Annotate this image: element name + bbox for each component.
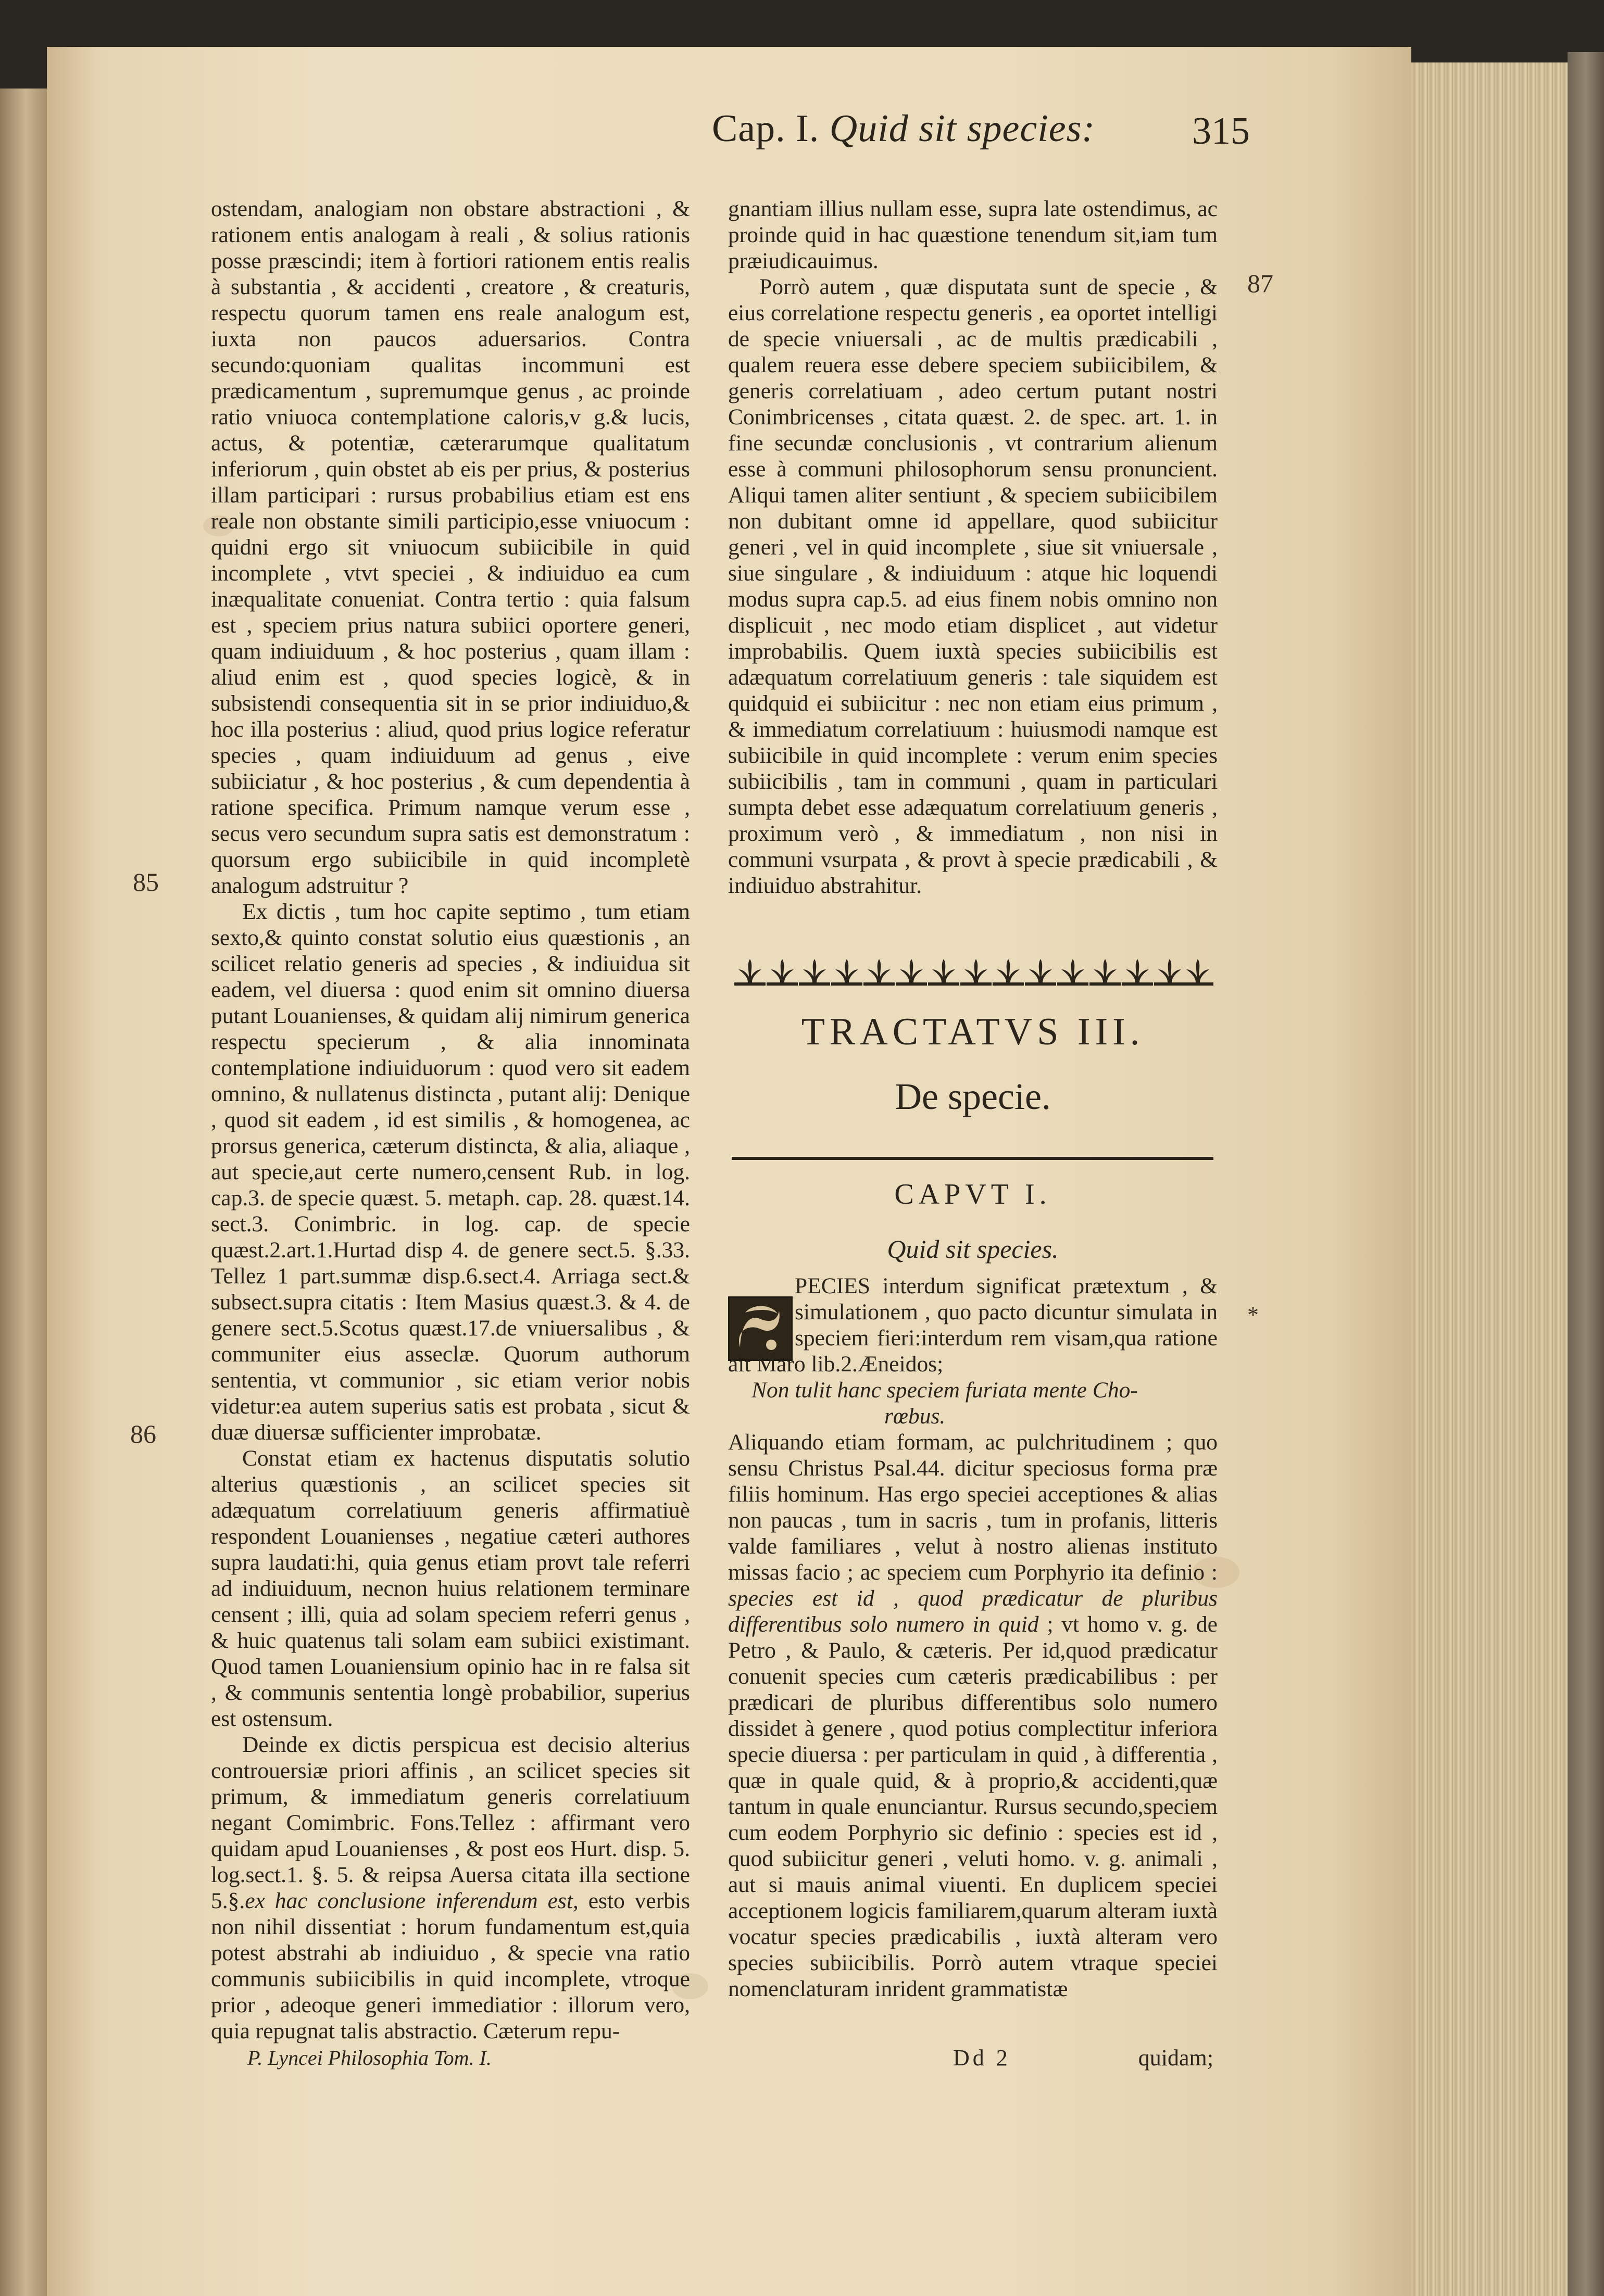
margin-asterisk: *: [1247, 1302, 1259, 1328]
right-text-column-upper: [728, 196, 1218, 899]
paragraph: Constat etiam ex hactenus disputatis solutio alterius quæstionis , an scilicet species sit adæquatum correlatiuum generis affirmatiuè respondent Louanienses , negatiue cæteri authores supra laudati:hi, quia genus etiam provt tale referri ad indiuiduum, necnon huius relationem terminare censent ; illi, quia ad solam speciem referri genus , & huic quatenus tali solam eam subiici existimant. Quod tamen Louaniensium opinio hac in re falsa sit , & communis sententia longè probabilior, superius est ostensum.: [211, 1446, 690, 1731]
page-number: 315: [1192, 110, 1250, 153]
book-title-footer: P. Lyncei Philosophia Tom. I.: [247, 2046, 492, 2070]
ornament-band: [734, 957, 1213, 988]
margin-number: 87: [1247, 269, 1273, 298]
margin-number: 85: [133, 867, 159, 897]
text-run: ; vt homo v. g. de Petro , & Paulo, & cæteris. Per id,quod prædicatur conuenit species cum cæteris prædicabilibus : per prædicari de pluribus differentibus solo numero dissidet à genere , quod potius complectitur inferiora specie diuersa : per particulam in quid , à differentia , quæ in quale quid, & à proprio,& accidenti,quæ tantum in quale enunciantur. Rursus secundo,speciem cum eodem Porphyrio sic definio : species est id , quod subiicitur generi , veluti homo. v. g. animali , aut si mauis animal viuenti. En duplicem speciei acceptionem logicis familiarem,quarum alteram iuxtà vocatur species prædicabilis , iuxtà alteram vero species subiicibilis. Porrò autem vtraque speciei nomenclaturam inrident grammatistæ: [728, 1612, 1218, 2001]
chapter-label: Cap. I.: [711, 107, 820, 150]
book-cover-board: [1568, 52, 1604, 2296]
horizontal-rule: [732, 1157, 1213, 1160]
italic-text-run: ex hac conclusione inferendum est,: [245, 1888, 579, 1913]
chapter-heading: CAPVT I.: [894, 1178, 1051, 1210]
chapter-title: Quid sit species:: [829, 107, 1096, 150]
paragraph: ostendam, analogiam non obstare abstractioni , & rationem entis analogam à reali , & solius rationis posse præscindi; item à fortiori rationem entis realis à substantia , & accidenti , creatore , & creaturis, respectu quorum tamen ens reale analogum est, iuxta non paucos aduersarios. Contra secundo:quoniam qualitas incommuni est prædicamentum , supremumque genus , ac proinde ratio vniuoca contemplatione caloris,v g.& lucis, actus, & potentiæ, cæterarumque qualitatum inferiorum , quin obstet ab eis per prius, & posterius illam participari : rursus probabilius etiam est ens reale non obstante simili participio,esse vniuocum : quidni ergo sit vniuocum subiicibile in quid incomplete , vtvt speciei , & indiuiduo ea cum inæqualitate conueniat. Contra tertio : quia falsum est , speciem prius natura subiici oportere generi, quam indiuiduum , & hoc posterius , quam illam : aliud enim est , quod species logicè, & in subsistendi consequentia sit in se prior indiuiduo,& hoc illa posterius : aliud, quod prius logice referatur species , quam indiuiduum ad genus , eive subiiciatur , & hoc posterius , & cum dependentia à ratione specifica. Primum namque verum esse , secus vero secundum supra satis est demonstratum : quorsum ergo subiicibile in quid incompletè analogum adstruitur ?: [211, 196, 690, 898]
facing-page-edge: [0, 89, 47, 2296]
catchword: quidam;: [1138, 2045, 1213, 2071]
lead-word: PECIES: [795, 1273, 871, 1298]
page-fore-edge: [1411, 62, 1568, 2296]
fleuron-icon: [734, 959, 1213, 986]
text-run: Aliquando etiam formam, ac pulchritudinem ; quo sensu Christus Psal.44. dicitur speciosus forma præ filiis hominum. Has ergo speciei acceptiones & alias non paucas , tum in sacris , tum in profanis, litteris valde familiares , velut à nostro alienas instituto missas facio ; ac speciem cum Porphyrio ita definio :: [728, 1430, 1218, 1585]
verse-line: rœbus.: [884, 1404, 946, 1429]
left-text-column: [211, 196, 690, 2044]
treatise-subtitle: De specie.: [895, 1076, 1051, 1117]
drop-cap-space: [728, 1273, 795, 1350]
paragraph: Porrò autem , quæ disputata sunt de specie , & eius correlatione respectu generis , ea oportet intelligi de specie vniuersali , ac de multis prædicabili , qualem reuera esse debere speciem subiicibilem, & generis correlatiuam , adeo certum putant nostri Conimbricenses , citata quæst. 2. de spec. art. 1. in fine secundæ conclusionis , vt contrarium alienum esse à communi philosophorum sensu pronuncient. Aliqui tamen aliter sentiunt , & speciem subiicibilem non dubitant omne id appellare, quod subiicitur generi , vel in quid incomplete , siue sit vniuersale , siue singulare , & indiuiduum : atque hic loquendi modus supra cap.5. ad eius finem nobis omnino non displicuit , nec modo etiam displicet , aut videtur improbabilis. Quem iuxtà species subiicibilis est adæquatum correlatiuum generis : tale siquidem est quidquid ei subiicitur : nec non etiam eius primum , & immediatum correlatiuum : huiusmodi namque est subiicibile in quid incomplete : verum enim species subiicibilis , tam in communi , quam in particulari sumpta debet esse adæquatum correlatiuum generis , proximum verò , & immediatum , non nisi in communi vsurpata , & provt à specie prædicabili , & indiuiduo abstrahitur.: [728, 274, 1218, 898]
paragraph: [728, 1273, 1218, 1377]
paragraph: [728, 1429, 1218, 2002]
signature-mark: Dd 2: [953, 2045, 1011, 2071]
paragraph: Ex dictis , tum hoc capite septimo , tum etiam sexto,& quinto constat solutio eius quæstionis , an scilicet relatio generis ad species , & indiuidua sit eadem, vel diuersa : quod enim sit omnino diuersa putant Louanienses, & quidam alij nimirum generica respectu specierum , & alia innominata contemplatione indiuiduorum : quod vero sit eadem omnino, & nullatenus distincta , putant alij: Denique , quod sit eadem , id est similis , & homogenea, ac prorsus generica, cæterum distincta, & alia, aliaque , aut speciе,aut certe numero,censent Rub. in log. cap.3. de specie quæst. 5. metaph. cap. 28. quæst.14. sect.3. Conimbric. in log. cap. de specie quæst.2.art.1.Hurtad disp 4. de genere sect.5. §.33. Tellez 1 part.summæ disp.6.sect.4. Arriaga sect.& subsect.supra citatis : Item Masius quæst.3. & 4. de genere sect.5.Scotus quæst.17.de vniuersalibus , & communiter eius asseclæ. Quorum authorum sententia, vt communior , sic etiam verior nobis videtur:ea autem superius satis est probata , sicut & duæ diuersæ sufficienter improbatæ.: [211, 899, 690, 1445]
text-run: interdum significat prætextum , & simulationem , quo pacto dicuntur simulata in speciem fieri:interdum rem visam,qua ratione ait Maro lib.2.Æneidos;: [728, 1273, 1218, 1377]
verse-line: Non tulit hanc speciem furiata mente Cho-: [751, 1378, 1138, 1403]
signature-line: [953, 2045, 1213, 2071]
paragraph: [211, 1732, 690, 2044]
chapter-subtitle: Quid sit species.: [887, 1234, 1059, 1264]
text-run: esto verbis non nihil dissentiat : horum fundamentum est,quia potest abstrahi ab indiuiduo , & specie vna ratio communis subiicibilis in quid incomplete, vtroque prior , adeoque generi immediatior : illorum vero, quia repugnat talis abstractio. Cæterum repu-: [211, 1888, 690, 2043]
right-text-column-lower: [728, 1273, 1218, 2002]
treatise-heading: TRACTATVS III.: [801, 1011, 1145, 1053]
text-run: Deinde ex dictis perspicua est decisio alterius controuersiæ priori affinis , an scilicet species sit primum, & immediatum generis correlatiuum negant Comimbric. Fons.Tellez : affirmant vero quidam apud Louanienses , & post eos Hurt. disp. 5. log.sect.1. §. 5. & reipsa Auersa citata illa sectione 5.§.: [211, 1732, 690, 1913]
running-head: [565, 107, 1242, 151]
italic-text-run: species est id , quod prædicatur de pluribus differentibus solo numero in quid: [728, 1586, 1218, 1637]
margin-number: 86: [130, 1419, 156, 1448]
paragraph: gnantiam illius nullam esse, supra late ostendimus, ac proinde quid in hac quæstione tenendum sit,iam tum præiudicauimus.: [728, 196, 1218, 273]
